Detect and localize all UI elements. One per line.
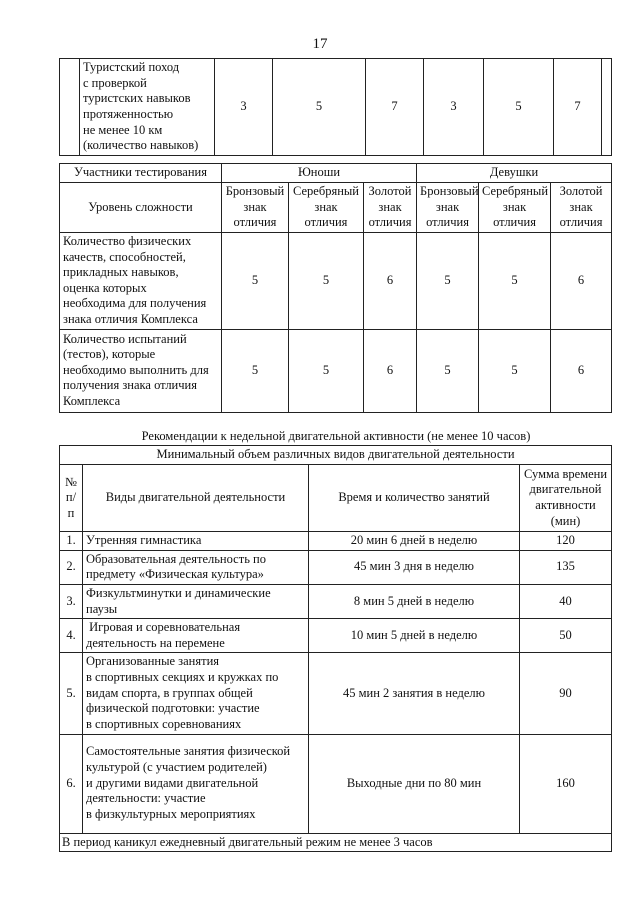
gold-header <box>551 183 612 233</box>
hike-label-line: Туристский поход <box>83 60 180 74</box>
row-kind <box>83 653 309 734</box>
sum-header-line: активности <box>535 498 596 512</box>
row-number: 4. <box>60 619 83 653</box>
row-time: 20 мин 6 дней в неделю <box>309 532 520 551</box>
bronze-header <box>222 183 289 233</box>
row-time: 45 мин 2 занятия в неделю <box>309 653 520 734</box>
label-line: (тестов), которые <box>63 347 156 362</box>
row-kind <box>83 550 309 584</box>
hike-value: 5 <box>273 59 366 156</box>
label-line: знака отличия Комплекса <box>63 312 198 326</box>
levels-table <box>59 163 612 413</box>
label-line: Комплекса <box>63 394 121 409</box>
table-row <box>60 619 612 653</box>
hike-table <box>59 58 612 156</box>
girls-header: Девушки <box>417 164 612 183</box>
silver-header <box>479 183 551 233</box>
levels-header-row <box>60 164 612 183</box>
hike-value: 7 <box>554 59 602 156</box>
row-time: Выходные дни по 80 мин <box>309 734 520 833</box>
table-row <box>60 584 612 618</box>
kind-line: Утренняя гимнастика <box>86 533 202 547</box>
num-header <box>60 465 83 532</box>
row-sum: 50 <box>520 619 612 653</box>
footer-row <box>60 833 612 852</box>
level-value: 6 <box>551 329 612 412</box>
hike-empty-cell <box>602 59 612 156</box>
bronze-header <box>417 183 479 233</box>
recommendations-caption: Рекомендации к недельной двигательной активности (не менее 10 часов) <box>141 429 531 443</box>
table-row <box>60 734 612 833</box>
table-row <box>60 550 612 584</box>
row-number: 5. <box>60 653 83 734</box>
kind-line: видам спорта, в группах общей <box>86 685 253 700</box>
row-time: 8 мин 5 дней в неделю <box>309 584 520 618</box>
label-line: прикладных навыков, <box>63 265 179 280</box>
row-sum: 40 <box>520 584 612 618</box>
silver-header <box>289 183 364 233</box>
label-line: необходима для получения <box>63 296 207 311</box>
label-line: Количество испытаний <box>63 331 187 346</box>
sum-header-line: (мин) <box>550 513 581 528</box>
levels-row-label <box>60 329 222 412</box>
label-line: качеств, способностей, <box>63 249 186 264</box>
levels-subheader-row <box>60 183 612 233</box>
sum-header <box>520 465 612 532</box>
row-sum: 120 <box>520 532 612 551</box>
kind-line: паузы <box>86 601 118 616</box>
row-sum: 135 <box>520 550 612 584</box>
kind-line: культурой (с участием родителей) <box>86 760 267 775</box>
bronze-line: знак <box>435 199 460 214</box>
silver-line: отличия <box>304 215 348 230</box>
row-kind <box>83 619 309 653</box>
silver-line: знак <box>314 199 338 214</box>
hike-label-line: с проверкой <box>83 75 147 90</box>
level-header: Уровень сложности <box>60 183 222 233</box>
kind-line: Образовательная деятельность по <box>86 551 266 566</box>
row-sum: 160 <box>520 734 612 833</box>
silver-line: знак <box>502 199 527 214</box>
level-value: 5 <box>222 232 289 329</box>
gold-line: Золотой <box>559 184 603 198</box>
kind-line: деятельность на перемене <box>86 635 225 650</box>
gold-line: Золотой <box>368 184 412 198</box>
gold-line: знак <box>569 199 593 214</box>
row-number: 6. <box>60 734 83 833</box>
row-number: 2. <box>60 550 83 584</box>
hike-label-line: туристских навыков <box>83 91 191 106</box>
table-row <box>60 653 612 734</box>
row-kind <box>83 734 309 833</box>
hike-value: 3 <box>215 59 273 156</box>
level-value: 6 <box>551 232 612 329</box>
row-number: 3. <box>60 584 83 618</box>
level-value: 5 <box>222 329 289 412</box>
label-line: необходимо выполнить для <box>63 362 209 377</box>
kind-line: деятельности: участие <box>86 791 206 806</box>
table-subheader: Минимальный объем различных видов двигательной деятельности <box>60 446 612 465</box>
column-header-row <box>60 465 612 532</box>
level-value: 5 <box>479 329 551 412</box>
silver-line: Серебряный <box>482 184 549 198</box>
row-kind <box>83 584 309 618</box>
levels-row <box>60 329 612 412</box>
bronze-line: отличия <box>233 215 277 230</box>
kind-line: и другими видами двигательной <box>86 775 259 790</box>
hike-value: 5 <box>484 59 554 156</box>
kind-header: Виды двигательной деятельности <box>83 465 309 532</box>
sum-header-line: двигательной <box>529 482 602 497</box>
sum-header-line: Сумма времени <box>523 466 608 481</box>
label-line: Количество физических <box>63 233 192 248</box>
levels-row <box>60 232 612 329</box>
gold-line: знак <box>378 199 402 214</box>
subheader-row <box>60 446 612 465</box>
recommendations-table <box>59 445 612 852</box>
num-header-line: № <box>65 474 77 489</box>
kind-line: в спортивных секциях и кружках по <box>86 670 279 684</box>
table-row <box>60 532 612 551</box>
label-line: получения знака отличия <box>63 378 197 393</box>
hike-value: 3 <box>424 59 484 156</box>
row-kind <box>83 532 309 551</box>
table-footer-note: В период каникул ежедневный двигательный режим не менее 3 часов <box>60 833 612 852</box>
bronze-line: Бронзовый <box>225 184 285 198</box>
hike-num-cell <box>60 59 80 156</box>
kind-line: Физкультминутки и динамические <box>86 585 271 600</box>
label-line: оценка которых <box>63 280 147 295</box>
level-value: 6 <box>364 329 417 412</box>
row-time: 10 мин 5 дней в неделю <box>309 619 520 653</box>
row-sum: 90 <box>520 653 612 734</box>
level-value: 5 <box>417 329 479 412</box>
silver-line: Серебряный <box>293 184 359 198</box>
hike-label-line: протяженностью <box>83 106 174 121</box>
num-header-line: п/п <box>65 490 77 520</box>
kind-line: в физкультурных мероприятиях <box>86 806 256 821</box>
hike-label-line: (количество навыков) <box>83 138 199 153</box>
row-time: 45 мин 3 дня в неделю <box>309 550 520 584</box>
level-value: 6 <box>364 232 417 329</box>
page-number: 17 <box>312 36 328 52</box>
boys-header: Юноши <box>222 164 417 183</box>
kind-line: Игровая и соревновательная <box>86 620 241 635</box>
level-value: 5 <box>417 232 479 329</box>
level-value: 5 <box>289 329 364 412</box>
kind-line: Организованные занятия <box>86 654 220 669</box>
level-value: 5 <box>479 232 551 329</box>
participants-header: Участники тестирования <box>60 164 222 183</box>
silver-line: отличия <box>493 215 536 230</box>
kind-line: предмету «Физическая культура» <box>86 567 264 582</box>
gold-header <box>364 183 417 233</box>
bronze-line: отличия <box>426 215 469 230</box>
time-header: Время и количество занятий <box>309 465 520 532</box>
hike-label-line: не менее 10 км <box>83 122 163 137</box>
hike-value: 7 <box>366 59 424 156</box>
hike-label <box>80 59 215 156</box>
level-value: 5 <box>289 232 364 329</box>
row-number: 1. <box>60 532 83 551</box>
levels-row-label <box>60 232 222 329</box>
hike-row <box>60 59 612 156</box>
kind-line: физической подготовки: участие <box>86 701 260 716</box>
gold-line: отличия <box>368 215 412 230</box>
kind-line: в спортивных соревнованиях <box>86 716 242 731</box>
gold-line: отличия <box>559 215 603 230</box>
bronze-line: Бронзовый <box>420 184 479 198</box>
kind-line: Самостоятельные занятия физической <box>86 744 291 759</box>
bronze-line: знак <box>243 199 267 214</box>
